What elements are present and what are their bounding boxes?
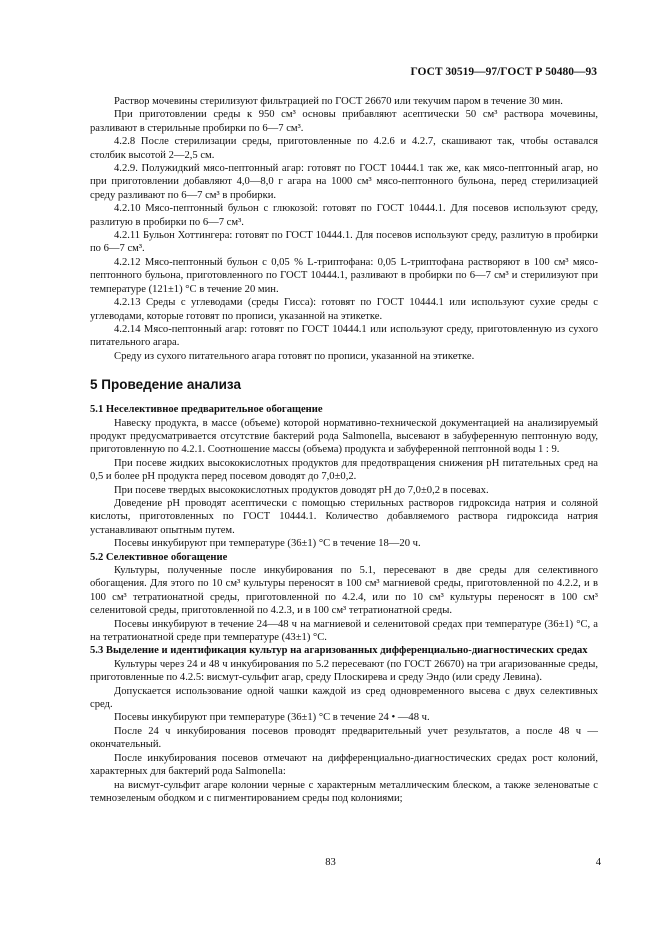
paragraph: 4.2.11 Бульон Хоттингера: готовят по ГОСТ 10444.1. Для посевов используют среду, разлитую в пробирки по 6—7 см³. bbox=[90, 230, 598, 255]
page-number: 83 bbox=[325, 857, 336, 868]
paragraph: 4.2.9. Полужидкий мясо-пептонный агар: готовят по ГОСТ 10444.1 так же, как мясо-пептонный агар, но при приготовлении добавляют 4,0—8,0 г агара на 1000 см³ мясо-пептонного бульона, перед стерилизацией среду разливают по 6—7 см³ в пробирки. bbox=[90, 163, 598, 201]
subsection-heading: 5.1 Неселективное предварительное обогащение bbox=[90, 404, 323, 416]
paragraph: При посеве твердых высококислотных продуктов доводят рН до 7,0±0,2 в посевах. bbox=[114, 484, 489, 496]
subsection-heading: 5.2 Селективное обогащение bbox=[90, 551, 228, 563]
paragraph: Посевы инкубируют при температуре (36±1) °С в течение 18—20 ч. bbox=[114, 538, 421, 550]
paragraph: Посевы инкубируют в течение 24—48 ч на магниевой и селенитовой средах при температуре (36±1) °С, а на тетратионатной среде при температуре (43±1) °С. bbox=[90, 618, 598, 644]
paragraph: При посеве жидких высококислотных продуктов для предотвращения снижения рН питательных сред на 0,5 и более рН продукта перед посевом доводят до 7,0±0,2. bbox=[90, 457, 598, 483]
paragraph: 4.2.14 Мясо-пептонный агар: готовят по ГОСТ 10444.1 или используют среду, приготовленную из сухого питательного агара. bbox=[90, 323, 598, 349]
paragraph: Культуры, полученные после инкубирования по 5.1, пересевают в две среды для селективного обогащения. Для этого по 10 см³ культуры переносят в 100 см³ магниевой среды, приготовленной по 4.2.2, и в 100 см³ тетратионатной среды, приготовленной по 4.2.4, или по 10 см³ культуры переносят в 100 см³ селенитовой среды, приготовленной по 4.2.3, и в 100 см³ тетратионатной среды. bbox=[90, 565, 598, 617]
paragraph: на висмут-сульфит агаре колонии черные с характерным металлическим блеском, а также зеленоватые с темнозеленым ободком и с пигментированием среды под колониями; bbox=[90, 779, 598, 804]
paragraph: После инкубирования посевов отмечают на дифференциально-диагностических средах рост колоний, характерных для бактерий рода Salmonella: bbox=[90, 752, 598, 778]
section-heading: 5 Проведение анализа bbox=[90, 377, 241, 393]
paragraph: 4.2.12 Мясо-пептонный бульон с 0,05 % L-триптофана: 0,05 L-триптофана растворяют в 100 см³ мясо-пептонного бульона, приготовленного по ГОСТ 10444.1, разливают в пробирки по 6—7 см³ и стерилизуют при температуре (121±1) °С в течение 20 мин. bbox=[90, 256, 598, 295]
document-body bbox=[90, 95, 598, 805]
paragraph: Доведение рН проводят асептически с помощью стерильных растворов гидроксида натрия и соляной кислоты, приготовленных по ГОСТ 10444.1. Количество добавляемого раствора гидроксида натрия устанавливают опытным путем. bbox=[90, 497, 598, 536]
paragraph: Допускается использование одной чашки каждой из сред одновременного высева с двух селективных сред. bbox=[90, 685, 598, 711]
paragraph: После 24 ч инкубирования посевов проводят предварительный учет результатов, а после 48 ч — окончательный. bbox=[90, 725, 598, 751]
subsection-heading: 5.3 Выделение и идентификация культур на агаризованных дифференциально-диагностических средах bbox=[90, 645, 588, 657]
paragraph: 4.2.13 Среды с углеводами (среды Гисса): готовят по ГОСТ 10444.1 или используют сухие среды с углеводами, которые готовят по прописи, указанной на этикетке. bbox=[90, 297, 598, 322]
paragraph: 4.2.10 Мясо-пептонный бульон с глюкозой: готовят по ГОСТ 10444.1. Для посевов используют среду, разлитую в пробирки по 6—7 см³. bbox=[90, 203, 598, 228]
paragraph: При приготовлении среды к 950 см³ основы прибавляют асептически 50 см³ раствора мочевины, разливают в стерильные пробирки по 6—7 см³. bbox=[90, 109, 598, 134]
paragraph: Навеску продукта, в массе (объеме) которой нормативно-технической документацией на анализируемый продукт предусматривается отсутствие бактерий рода Salmonella, высевают в забуференную пептонную воду, приготовленную по 4.2.1. Соотношение массы (объема) продукта и забуференной пептонной воды 1 : 9. bbox=[90, 417, 598, 456]
paragraph: Посевы инкубируют при температуре (36±1) °С в течение 24 • —48 ч. bbox=[114, 712, 430, 724]
paragraph: 4.2.8 После стерилизации среды, приготовленные по 4.2.6 и 4.2.7, скашивают так, чтобы оставался столбик высотой 2—2,5 см. bbox=[90, 136, 598, 161]
paragraph: Раствор мочевины стерилизуют фильтрацией по ГОСТ 26670 или текучим паром в течение 30 мин. bbox=[114, 96, 563, 107]
paragraph: Среду из сухого питательного агара готовят по прописи, указанной на этикетке. bbox=[114, 350, 475, 362]
page-number-right: 4 bbox=[595, 857, 601, 868]
running-header: ГОСТ 30519—97/ГОСТ Р 50480—93 bbox=[410, 66, 597, 78]
paragraph: Культуры через 24 и 48 ч инкубирования по 5.2 пересевают (по ГОСТ 26670) на три агаризованные среды, приготовленные по 4.2.5: висмут-сульфит агар, среду Плоскирева и среду Эндо (или среду Левина). bbox=[90, 658, 598, 684]
